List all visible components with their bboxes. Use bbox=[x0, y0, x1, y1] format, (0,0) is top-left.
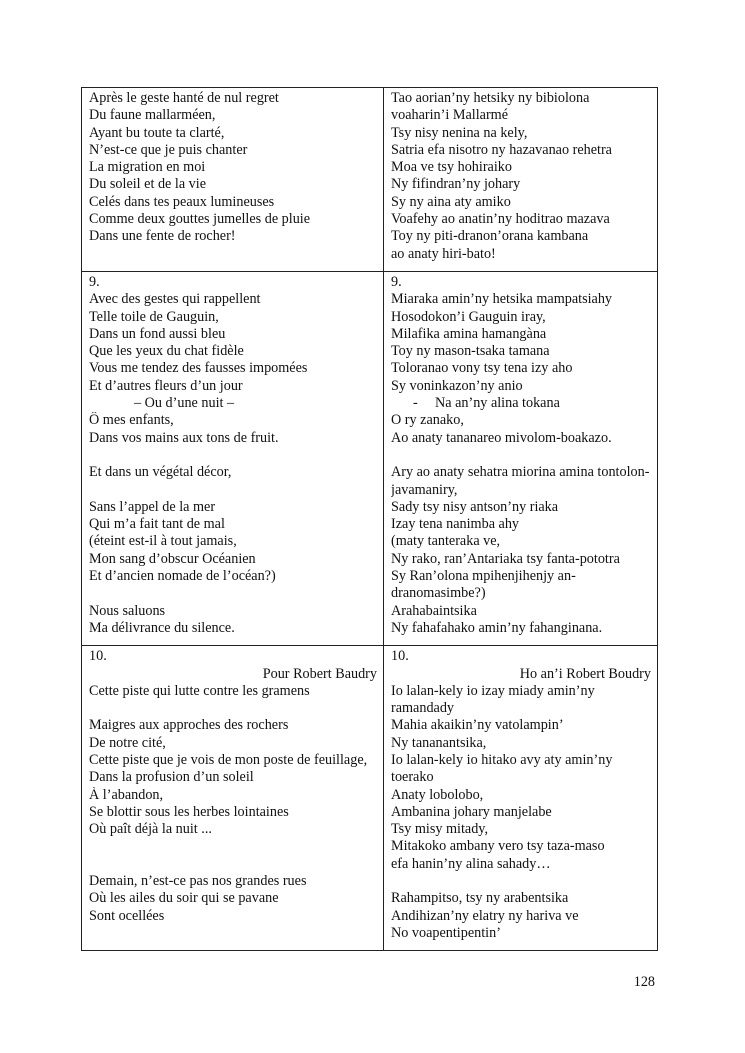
poem-number: 10. bbox=[391, 648, 409, 665]
poem-line: Se blottir sous les herbes lointaines bbox=[89, 803, 289, 820]
poem-line: Anaty lobolobo, bbox=[391, 786, 484, 803]
poem-number: 9. bbox=[89, 273, 100, 290]
poem-line: Io lalan-kely io izay miady amin’ny ramandady bbox=[391, 682, 595, 717]
poem-line: Sady tsy nisy antson’ny riaka bbox=[391, 498, 559, 515]
poem-line: Et d’autres fleurs d’un jour bbox=[89, 377, 243, 394]
poem-line: Et d’ancien nomade de l’océan?) bbox=[89, 568, 276, 585]
poem-line: Toy ny piti-dranon’orana kambana bbox=[391, 228, 589, 245]
poem-line: Où paît déjà la nuit ... bbox=[89, 821, 212, 838]
poem-line: Ayant bu toute ta clarté, bbox=[89, 124, 225, 141]
poem-line: La migration en moi bbox=[89, 159, 206, 176]
poem-line: Ô mes enfants, bbox=[89, 412, 174, 429]
poem-line: Io lalan-kely io hitako avy aty amin’ny toerako bbox=[391, 751, 613, 786]
poem-line: Nous saluons bbox=[89, 602, 166, 619]
poem-line: Mahia akaikin’ny vatolampin’ bbox=[391, 717, 564, 734]
french-cell bbox=[82, 271, 384, 645]
poem-line: (éteint est-il à tout jamais, bbox=[89, 533, 237, 550]
poem-dedication: Ho an’i Robert Boudry bbox=[519, 665, 651, 682]
poem-line: Ma délivrance du silence. bbox=[89, 619, 235, 636]
poem-line: Mitakoko ambany vero tsy taza-maso bbox=[391, 838, 605, 855]
stanza-break bbox=[391, 873, 651, 890]
poem-line: Sans l’appel de la mer bbox=[89, 498, 216, 515]
poem-line: Andihizan’ny elatry ny hariva ve bbox=[391, 907, 579, 924]
table-row bbox=[82, 88, 658, 272]
poem-line: Sy voninkazon’ny anio bbox=[391, 377, 523, 394]
poem-line: Sont ocellées bbox=[89, 907, 165, 924]
poem-line: Tsy nisy nenina na kely, bbox=[391, 124, 528, 141]
malagasy-cell bbox=[384, 646, 658, 951]
poem-line: De notre cité, bbox=[89, 734, 166, 751]
poem-line: Dans vos mains aux tons de fruit. bbox=[89, 429, 279, 446]
poem-line: Ary ao anaty sehatra miorina amina tontolon-javamaniry, bbox=[391, 464, 650, 498]
poem-line: Ambanina johary manjelabe bbox=[391, 803, 552, 820]
poem-line: Satria efa nisotro ny hazavanao rehetra bbox=[391, 141, 612, 158]
stanza-break bbox=[89, 700, 377, 717]
poem-line: Sy Ran’olona mpihenjihenjy an-dranomasimbe?) bbox=[391, 568, 576, 602]
poem-line: Après le geste hanté de nul regret bbox=[89, 90, 279, 106]
stanza-break bbox=[89, 585, 377, 602]
malagasy-cell bbox=[384, 271, 658, 645]
poem-line: (maty tanteraka ve, bbox=[391, 533, 501, 550]
poem-line: Mon sang d’obscur Océanien bbox=[89, 550, 256, 567]
poem-number: 10. bbox=[89, 648, 107, 665]
poem-line: Hosodokon’i Gauguin iray, bbox=[391, 308, 546, 325]
poem-line: Miaraka amin’ny hetsika mampatsiahy bbox=[391, 291, 613, 308]
stanza-break bbox=[89, 447, 377, 464]
poem-line: Na an’ny alina tokana bbox=[435, 395, 560, 412]
french-cell bbox=[82, 646, 384, 951]
poem-line: Tsy misy mitady, bbox=[391, 821, 489, 838]
table-row bbox=[82, 646, 658, 951]
poem-line: Izay tena nanimba ahy bbox=[391, 516, 520, 533]
stanza-break bbox=[89, 482, 377, 499]
poem-number: 9. bbox=[391, 273, 402, 290]
poem-line: Cette piste qui lutte contre les gramens bbox=[89, 682, 310, 699]
stanza-break bbox=[391, 447, 651, 464]
poem-dedication: Pour Robert Baudry bbox=[262, 665, 377, 682]
poem-line: Du soleil et de la vie bbox=[89, 176, 207, 193]
poem-line: Du faune mallarméen, bbox=[89, 107, 216, 124]
poem-line: Moa ve tsy hohiraiko bbox=[391, 159, 512, 176]
poem-line: Telle toile de Gauguin, bbox=[89, 308, 219, 325]
poem-line: Sy ny aina aty amiko bbox=[391, 193, 511, 210]
poem-line: Dans la profusion d’un soleil bbox=[89, 769, 254, 786]
poem-line: Voafehy ao anatin’ny hoditrao mazava bbox=[391, 211, 610, 228]
poem-line: Toy ny mason-tsaka tamana bbox=[391, 343, 550, 360]
poem-line: Ny tananantsika, bbox=[391, 734, 487, 751]
poem-line: N’est-ce que je puis chanter bbox=[89, 141, 248, 158]
poem-line: Dans une fente de rocher! bbox=[89, 228, 236, 245]
poem-line: Arahabaintsika bbox=[391, 602, 477, 619]
poem-line: Rahampitso, tsy ny arabentsika bbox=[391, 890, 569, 907]
table-row bbox=[82, 271, 658, 645]
poem-line: Ny fahafahako amin’ny fahanginana. bbox=[391, 619, 603, 636]
poem-line: À l’abandon, bbox=[89, 786, 164, 803]
poem-line: Maigres aux approches des rochers bbox=[89, 717, 289, 734]
french-cell bbox=[82, 88, 384, 272]
poem-line: Comme deux gouttes jumelles de pluie bbox=[89, 211, 311, 228]
poem-line: – Ou d’une nuit – bbox=[134, 395, 235, 412]
stanza-break bbox=[89, 838, 377, 855]
bilingual-poem-table bbox=[81, 87, 658, 951]
poem-line: efa hanin’ny alina sahady… bbox=[391, 855, 551, 872]
poem-line: Ao anaty tananareo mivolom-boakazo. bbox=[391, 429, 612, 446]
poem-line: Toloranao vony tsy tena izy aho bbox=[391, 360, 573, 377]
poem-line: Avec des gestes qui rappellent bbox=[89, 291, 261, 308]
malagasy-cell bbox=[384, 88, 658, 272]
poem-line-with-dash bbox=[391, 395, 651, 412]
poem-line: Milafika amina hamangàna bbox=[391, 325, 547, 342]
stanza-break bbox=[89, 856, 377, 873]
poem-line: Dans un fond aussi bleu bbox=[89, 325, 226, 342]
poem-line: Ny fifindran’ny johary bbox=[391, 176, 521, 193]
poem-line: Demain, n’est-ce pas nos grandes rues bbox=[89, 873, 307, 890]
poem-line: Tao aorian’ny hetsiky ny bibiolona bbox=[391, 90, 590, 106]
poem-line: ao anaty hiri-bato! bbox=[391, 245, 496, 262]
list-dash: - bbox=[413, 395, 418, 412]
poem-line: Ny rako, ran’Antariaka tsy fanta-pototra bbox=[391, 550, 620, 567]
poem-line: Vous me tendez des fausses impomées bbox=[89, 360, 308, 377]
poem-line: No voapentipentin’ bbox=[391, 924, 501, 941]
poem-line: Qui m’a fait tant de mal bbox=[89, 516, 225, 533]
poem-line: Cette piste que je vois de mon poste de feuillage, bbox=[89, 751, 368, 768]
poem-line: voaharin’i Mallarmé bbox=[391, 107, 508, 124]
poem-line: Où les ailes du soir qui se pavane bbox=[89, 890, 279, 907]
poem-line: O ry zanako, bbox=[391, 412, 464, 429]
poem-line: Que les yeux du chat fidèle bbox=[89, 343, 244, 360]
page-number: 128 bbox=[633, 974, 655, 990]
poem-line: Celés dans tes peaux lumineuses bbox=[89, 193, 275, 210]
poem-line: Et dans un végétal décor, bbox=[89, 464, 232, 481]
